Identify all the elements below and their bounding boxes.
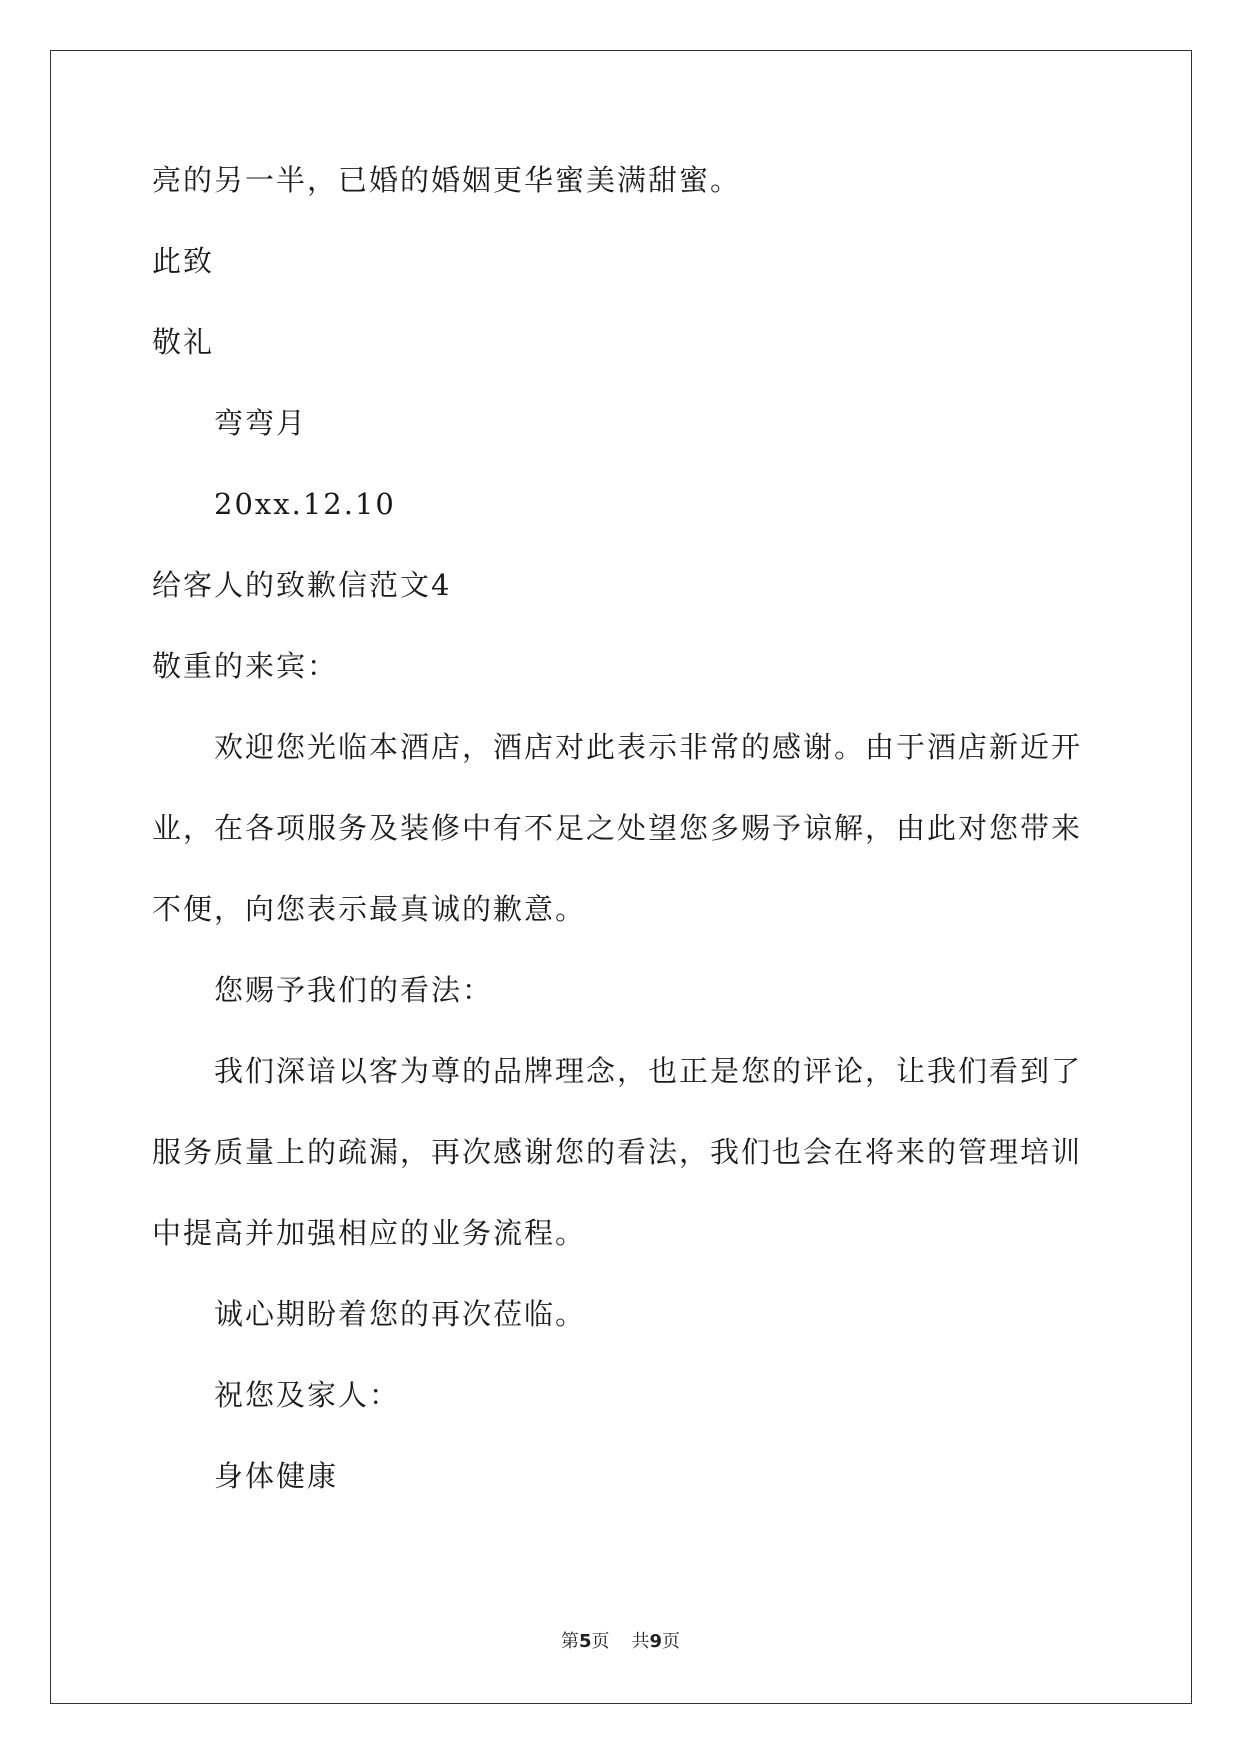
greeting: 敬重的来宾： (152, 649, 339, 683)
signature-date: 20xx.12.10 (214, 487, 396, 521)
paragraph-line: 服务质量上的疏漏，再次感谢您的看法，我们也会在将来的管理培训 (152, 1135, 1083, 1169)
text-line: 亮的另一半，已婚的婚姻更华蜜美满甜蜜。 (152, 163, 742, 197)
paragraph-line: 欢迎您光临本酒店，酒店对此表示非常的感谢。由于酒店新近开 (214, 730, 1083, 764)
paragraph-line: 中提高并加强相应的业务流程。 (152, 1216, 587, 1250)
section-title: 给客人的致歉信范文4 (152, 568, 452, 602)
total-suffix: 页 (662, 1631, 681, 1652)
paragraph-line: 诚心期盼着您的再次莅临。 (214, 1297, 587, 1331)
document-body (152, 160, 1092, 1537)
paragraph-line: 不便，向您表示最真诚的歉意。 (152, 892, 587, 926)
page-prefix: 第 (560, 1631, 579, 1652)
page-footer (0, 1630, 1241, 1654)
closing-salutation: 敬礼 (152, 325, 215, 359)
paragraph-line: 我们深谙以客为尊的品牌理念，也正是您的评论，让我们看到了 (214, 1054, 1083, 1088)
paragraph-line: 身体健康 (214, 1459, 339, 1493)
page-current: 5 (578, 1631, 592, 1652)
paragraph-line: 业，在各项服务及装修中有不足之处望您多赐予谅解，由此对您带来 (152, 811, 1083, 845)
page-total: 9 (649, 1631, 663, 1652)
closing-phrase: 此致 (152, 244, 215, 278)
paragraph-line: 祝您及家人： (214, 1378, 401, 1412)
total-prefix: 共 (631, 1631, 650, 1652)
signature-name: 弯弯月 (214, 406, 308, 440)
paragraph-line: 您赐予我们的看法： (214, 973, 494, 1007)
page-suffix: 页 (591, 1631, 610, 1652)
